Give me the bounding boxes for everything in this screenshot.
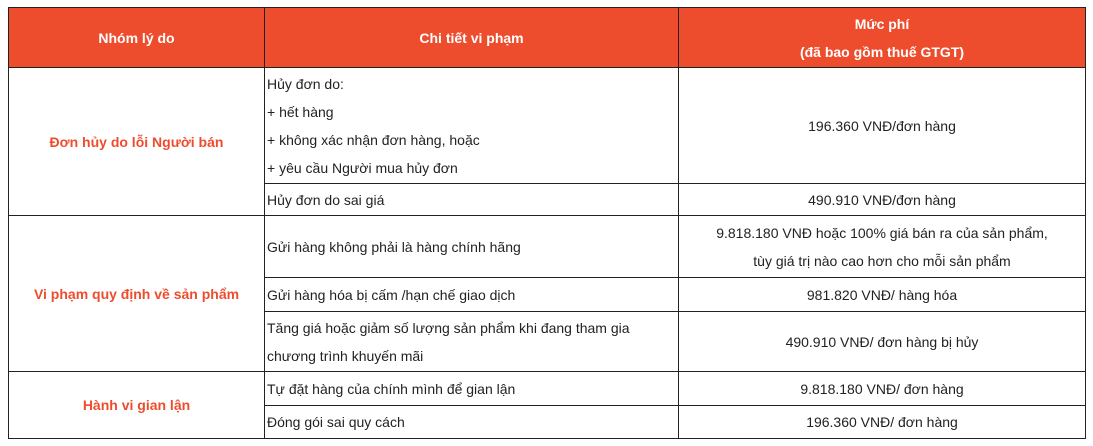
- header-fee: [679, 8, 1086, 68]
- detail-line: Gửi hàng hóa bị cấm /hạn chế giao dịch: [267, 286, 516, 303]
- detail-line: + không xác nhận đơn hàng, hoặc: [267, 131, 480, 148]
- detail-line: Tăng giá hoặc giảm số lượng sản phẩm khi đang tham gia: [267, 319, 630, 336]
- fee-cell: [679, 184, 1086, 216]
- table-row: [9, 68, 1086, 184]
- violation-detail-cell: [265, 406, 679, 439]
- table-row: [9, 372, 1086, 406]
- header-fee-line1: Mức phí: [854, 15, 910, 32]
- fee-line: 196.360 VNĐ/đơn hàng: [808, 117, 956, 134]
- fee-cell: [679, 278, 1086, 312]
- violation-detail-cell: [265, 372, 679, 406]
- header-row: [9, 8, 1086, 68]
- detail-line: Hủy đơn do sai giá: [267, 191, 385, 208]
- fee-cell: [679, 216, 1086, 278]
- fee-line: 490.910 VNĐ/đơn hàng: [808, 191, 956, 208]
- fee-cell: [679, 372, 1086, 406]
- header-fee-line2: (đã bao gồm thuế GTGT): [799, 43, 965, 60]
- detail-line: Tự đặt hàng của chính mình để gian lận: [267, 380, 516, 397]
- fee-cell: [679, 406, 1086, 439]
- violation-detail-cell: [265, 184, 679, 216]
- fee-cell: [679, 68, 1086, 184]
- detail-line: + yêu cầu Người mua hủy đơn: [267, 159, 458, 176]
- group-name-cell: Vi phạm quy định về sản phẩm: [9, 216, 265, 372]
- group-name-cell: Đơn hủy do lỗi Người bán: [9, 68, 265, 216]
- fee-cell: [679, 312, 1086, 372]
- fee-table: [8, 7, 1086, 439]
- header-detail: Chi tiết vi phạm: [265, 8, 679, 68]
- detail-line: Đóng gói sai quy cách: [267, 414, 405, 430]
- detail-line: Hủy đơn do:: [267, 75, 344, 92]
- fee-line: 490.910 VNĐ/ đơn hàng bị hủy: [785, 333, 979, 350]
- detail-line: + hết hàng: [267, 103, 334, 120]
- violation-detail-cell: [265, 68, 679, 184]
- fee-line: 196.360 VNĐ/ đơn hàng: [806, 414, 958, 430]
- violation-detail-cell: [265, 278, 679, 312]
- fee-line: 9.818.180 VNĐ hoặc 100% giá bán ra của sản phẩm,: [716, 224, 1048, 241]
- group-name-cell: Hành vi gian lận: [9, 372, 265, 439]
- detail-line: chương trình khuyến mãi: [267, 347, 424, 364]
- header-group: Nhóm lý do: [9, 8, 265, 68]
- fee-line: 9.818.180 VNĐ/ đơn hàng: [800, 380, 964, 397]
- fee-line: tùy giá trị nào cao hơn cho mỗi sản phẩm: [753, 252, 1011, 269]
- fee-line: 981.820 VNĐ/ hàng hóa: [806, 286, 958, 303]
- detail-line: Gửi hàng không phải là hàng chính hãng: [267, 238, 521, 255]
- violation-detail-cell: [265, 216, 679, 278]
- violation-detail-cell: [265, 312, 679, 372]
- table-row: [9, 216, 1086, 278]
